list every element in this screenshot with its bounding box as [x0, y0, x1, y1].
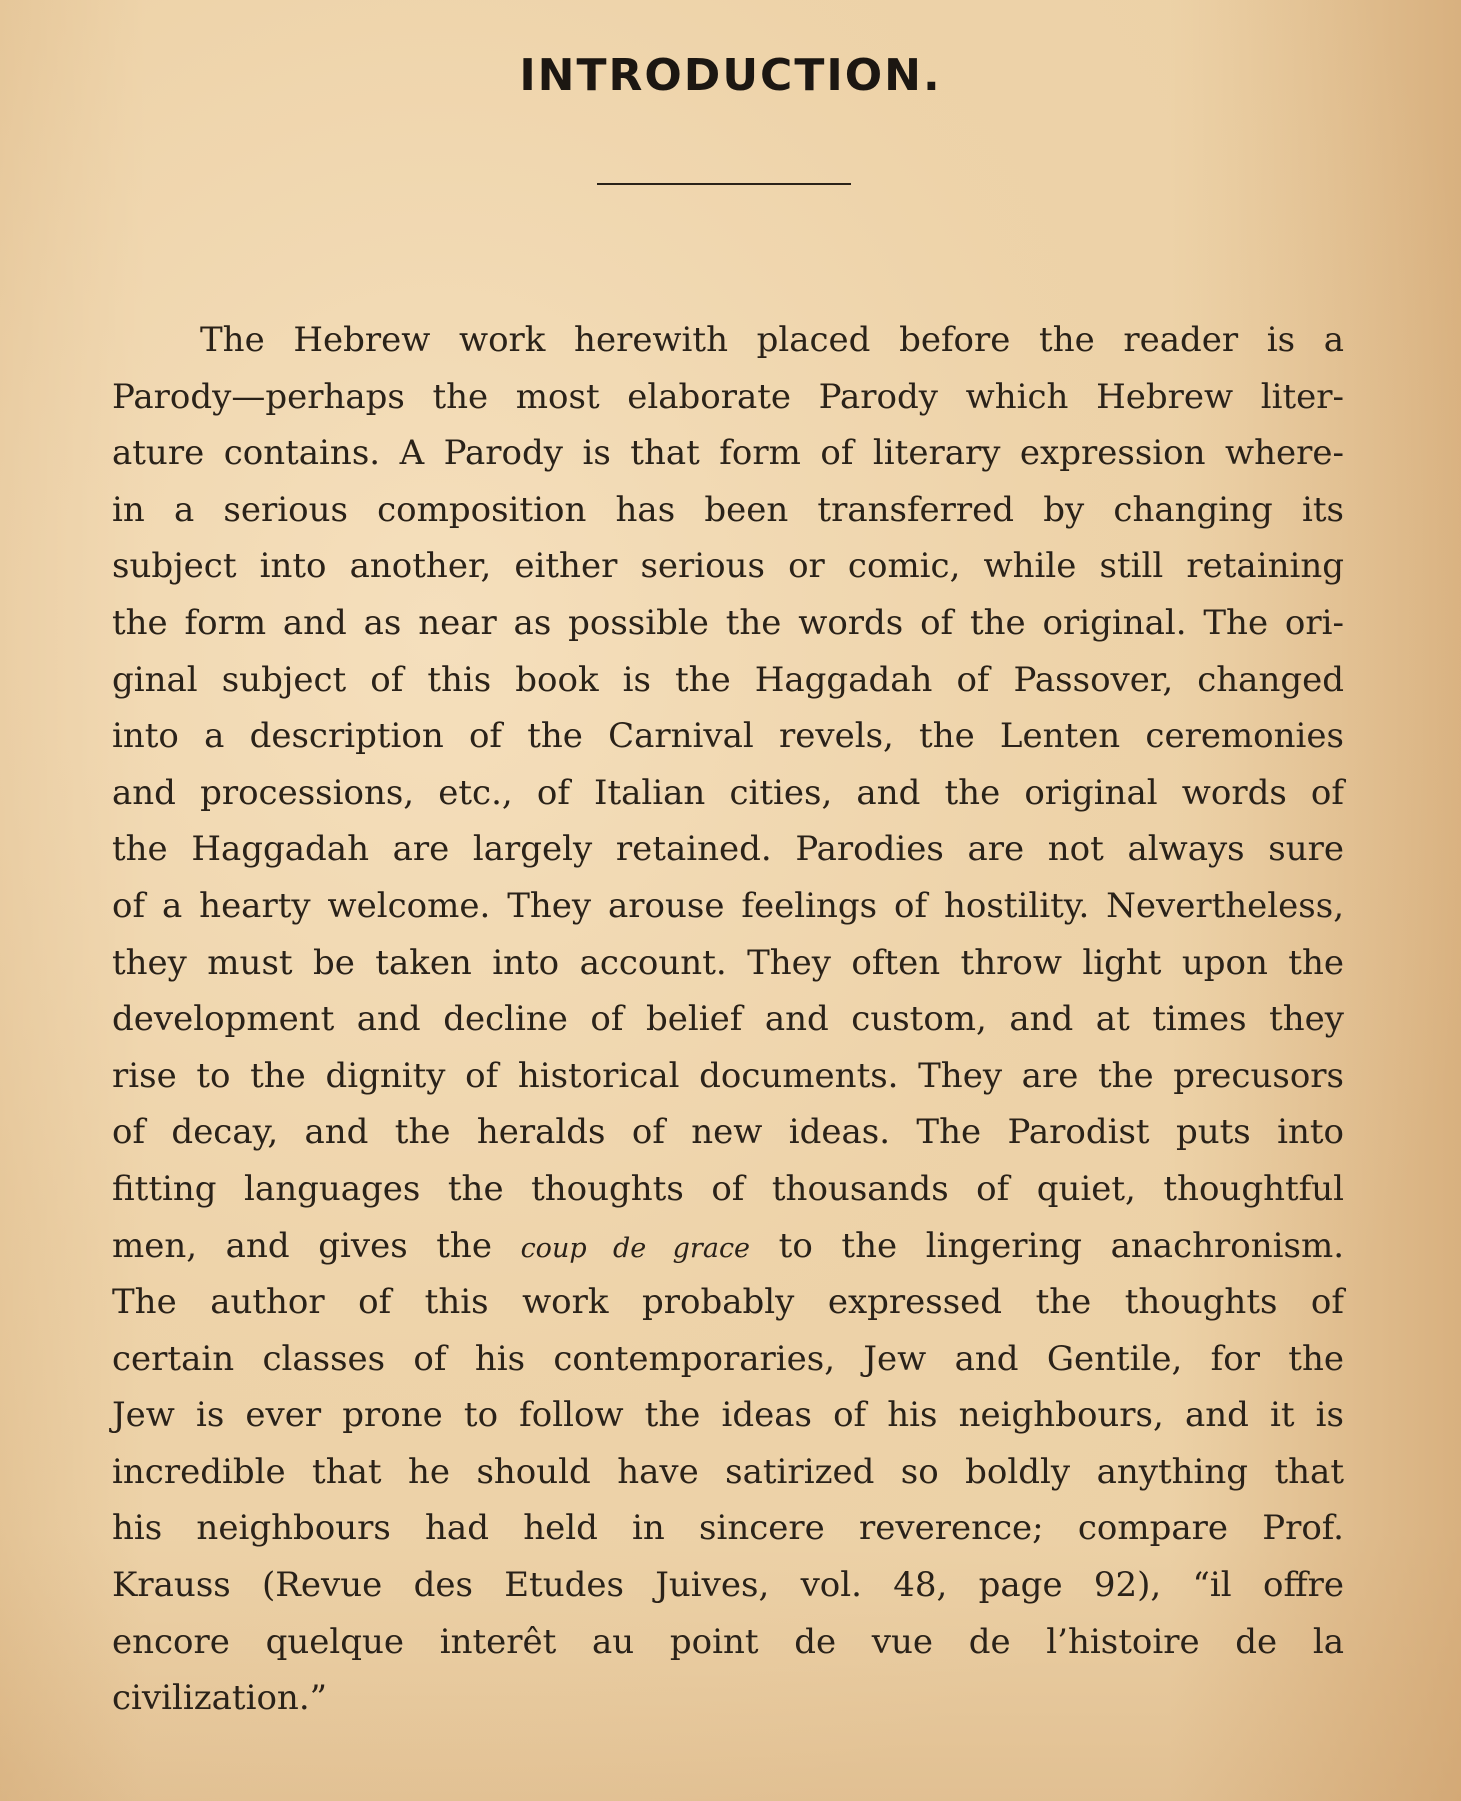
text-line: they must be taken into account. They often throw light upon the	[112, 942, 1344, 983]
title-divider	[597, 183, 851, 185]
text-line: the form and as near as possible the words of the original. The ori-	[112, 602, 1344, 643]
text-line: into a description of the Carnival revels, the Lenten ceremonies	[112, 716, 1344, 757]
text-line: civilization.”	[112, 1678, 328, 1719]
text-line: subject into another, either serious or comic, while still retaining	[112, 546, 1344, 587]
text-line: certain classes of his contemporaries, Jew and Gentile, for the	[112, 1338, 1344, 1379]
text-line: and processions, etc., of Italian cities, and the original words of	[112, 772, 1344, 813]
text-line: men, and gives the coup de grace to the lingering anachronism.	[112, 1225, 1345, 1266]
text-line: rise to the dignity of historical documents. They are the precusors	[112, 1055, 1344, 1096]
text-line: of a hearty welcome. They arouse feelings of hostility. Nevertheless,	[112, 885, 1344, 926]
text-line: encore quelque interêt au point de vue de l’histoire de la	[112, 1621, 1344, 1662]
page-title: INTRODUCTION.	[519, 50, 942, 101]
text-line: incredible that he should have satirized so boldly anything that	[112, 1451, 1344, 1492]
text-line: The author of this work probably expressed the thoughts of	[112, 1282, 1344, 1323]
text-line: development and decline of belief and custom, and at times they	[112, 999, 1344, 1040]
introduction-paragraph	[112, 312, 1344, 1727]
text-line: The Hebrew work herewith placed before the reader is a	[200, 320, 1344, 360]
text-line: in a serious composition has been transferred by changing its	[112, 489, 1344, 530]
text-line: Jew is ever prone to follow the ideas of his neighbours, and it is	[112, 1395, 1344, 1436]
text-line: his neighbours had held in sincere reverence; compare Prof.	[112, 1508, 1344, 1549]
text-line: Parody—perhaps the most elaborate Parody which Hebrew liter-	[112, 376, 1344, 417]
italic-phrase: coup de grace	[520, 1232, 751, 1264]
text-line: fitting languages the thoughts of thousands of quiet, thoughtful	[112, 1168, 1344, 1209]
text-line: ature contains. A Parody is that form of literary expression where-	[112, 433, 1344, 474]
text-line: ginal subject of this book is the Haggadah of Passover, changed	[112, 659, 1344, 700]
text-line: Krauss (Revue des Etudes Juives, vol. 48, page 92), “il offre	[112, 1565, 1344, 1606]
text-line: the Haggadah are largely retained. Parodies are not always sure	[112, 829, 1344, 870]
text-line: of decay, and the heralds of new ideas. The Parodist puts into	[112, 1112, 1344, 1153]
